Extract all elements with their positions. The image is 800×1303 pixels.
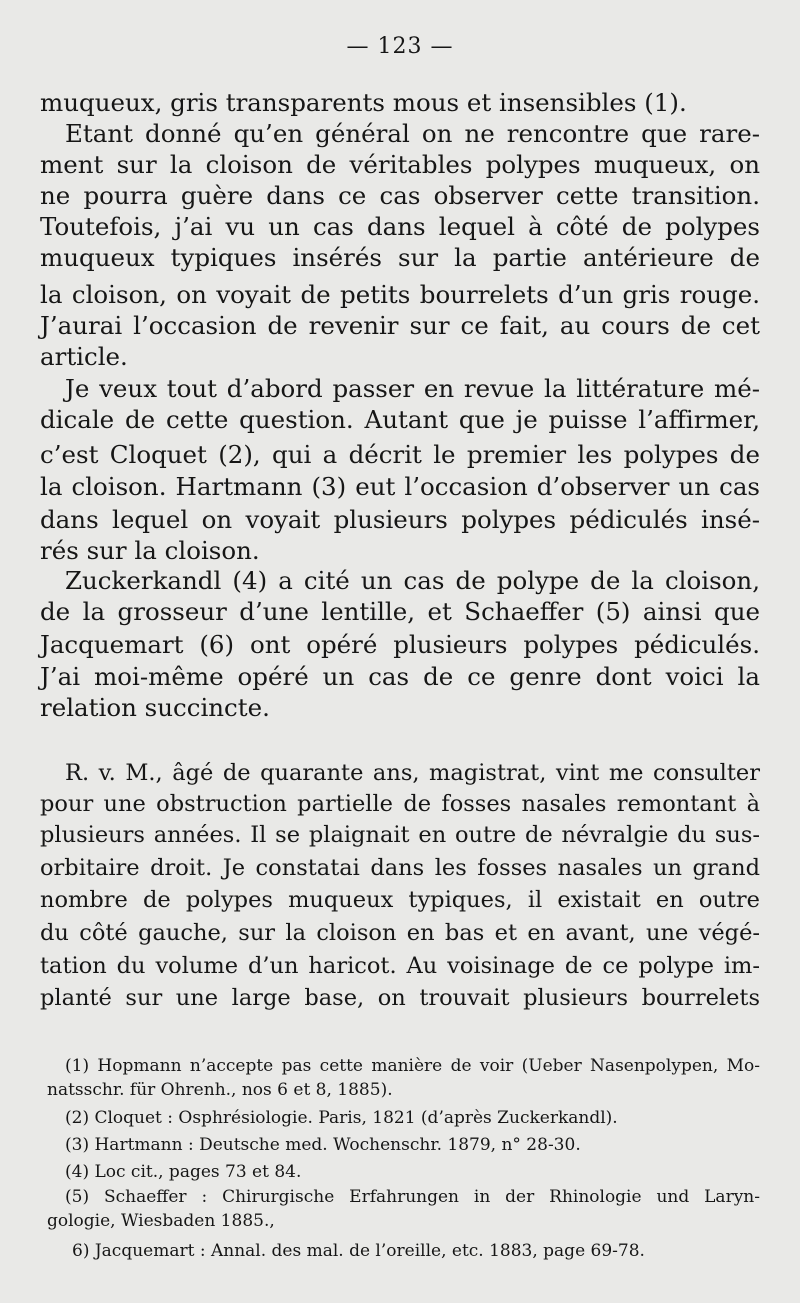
observation-line: pour une obstruction partielle de fosses nasales remontant à bbox=[40, 791, 760, 817]
text-line: muqueux typiques insérés sur la partie antérieure de bbox=[40, 243, 760, 272]
footnote: (5) Schaeffer : Chirurgische Erfahrungen in der Rhinologie und Laryn- bbox=[65, 1187, 760, 1207]
text-line: Toutefois, j’ai vu un cas dans lequel à côté de polypes bbox=[40, 212, 760, 241]
text-line: J’ai moi-même opéré un cas de ce genre dont voici la bbox=[40, 662, 760, 691]
text-line: dans lequel on voyait plusieurs polypes pédiculés insé- bbox=[40, 505, 760, 534]
text-line: dicale de cette question. Autant que je puisse l’affirmer, bbox=[40, 405, 760, 434]
footnote: (4) Loc cit., pages 73 et 84. bbox=[65, 1162, 302, 1182]
footnote: 6) Jacquemart : Annal. des mal. de l’oreille, etc. 1883, page 69-78. bbox=[72, 1241, 645, 1261]
footnote: gologie, Wiesbaden 1885., bbox=[47, 1211, 275, 1231]
observation-line: planté sur une large base, on trouvait plusieurs bourrelets bbox=[40, 985, 760, 1011]
text-line: ment sur la cloison de véritables polypes muqueux, on bbox=[40, 150, 760, 179]
text-line: Je veux tout d’abord passer en revue la littérature mé- bbox=[65, 374, 760, 403]
text-line: rés sur la cloison. bbox=[40, 536, 260, 565]
observation-line: nombre de polypes muqueux typiques, il existait en outre bbox=[40, 887, 760, 913]
observation-line: R. v. M., âgé de quarante ans, magistrat, vint me consulter bbox=[65, 760, 760, 786]
text-line: J’aurai l’occasion de revenir sur ce fait, au cours de cet bbox=[40, 311, 760, 340]
observation-line: orbitaire droit. Je constatai dans les fosses nasales un grand bbox=[40, 855, 760, 881]
text-line: muqueux, gris transparents mous et insensibles (1). bbox=[40, 88, 687, 117]
observation-line: tation du volume d’un haricot. Au voisinage de ce polype im- bbox=[40, 953, 760, 979]
text-line: ne pourra guère dans ce cas observer cette transition. bbox=[40, 181, 760, 210]
text-line: de la grosseur d’une lentille, et Schaeffer (5) ainsi que bbox=[40, 597, 760, 626]
text-line: la cloison, on voyait de petits bourrelets d’un gris rouge. bbox=[40, 280, 760, 309]
text-line: la cloison. Hartmann (3) eut l’occasion d’observer un cas bbox=[40, 472, 760, 501]
text-line: article. bbox=[40, 342, 128, 371]
observation-line: plusieurs années. Il se plaignait en outre de névralgie du sus- bbox=[40, 822, 760, 848]
text-line: Etant donné qu’en général on ne rencontre que rare- bbox=[65, 119, 760, 148]
text-line: Jacquemart (6) ont opéré plusieurs polypes pédiculés. bbox=[40, 630, 760, 659]
footnote: (3) Hartmann : Deutsche med. Wochenschr. 1879, n° 28-30. bbox=[65, 1135, 581, 1155]
text-line: relation succincte. bbox=[40, 693, 270, 722]
footnote: (1) Hopmann n’accepte pas cette manière de voir (Ueber Nasenpolypen, Mo- bbox=[65, 1056, 760, 1076]
page-number: — 123 — bbox=[346, 34, 454, 59]
footnote: (2) Cloquet : Osphrésiologie. Paris, 1821 (d’après Zuckerkandl). bbox=[65, 1108, 618, 1128]
footnote: natsschr. für Ohrenh., nos 6 et 8, 1885). bbox=[47, 1080, 393, 1100]
text-line: c’est Cloquet (2), qui a décrit le premier les polypes de bbox=[40, 440, 760, 469]
observation-line: du côté gauche, sur la cloison en bas et en avant, une végé- bbox=[40, 920, 760, 946]
text-line: Zuckerkandl (4) a cité un cas de polype de la cloison, bbox=[65, 566, 760, 595]
